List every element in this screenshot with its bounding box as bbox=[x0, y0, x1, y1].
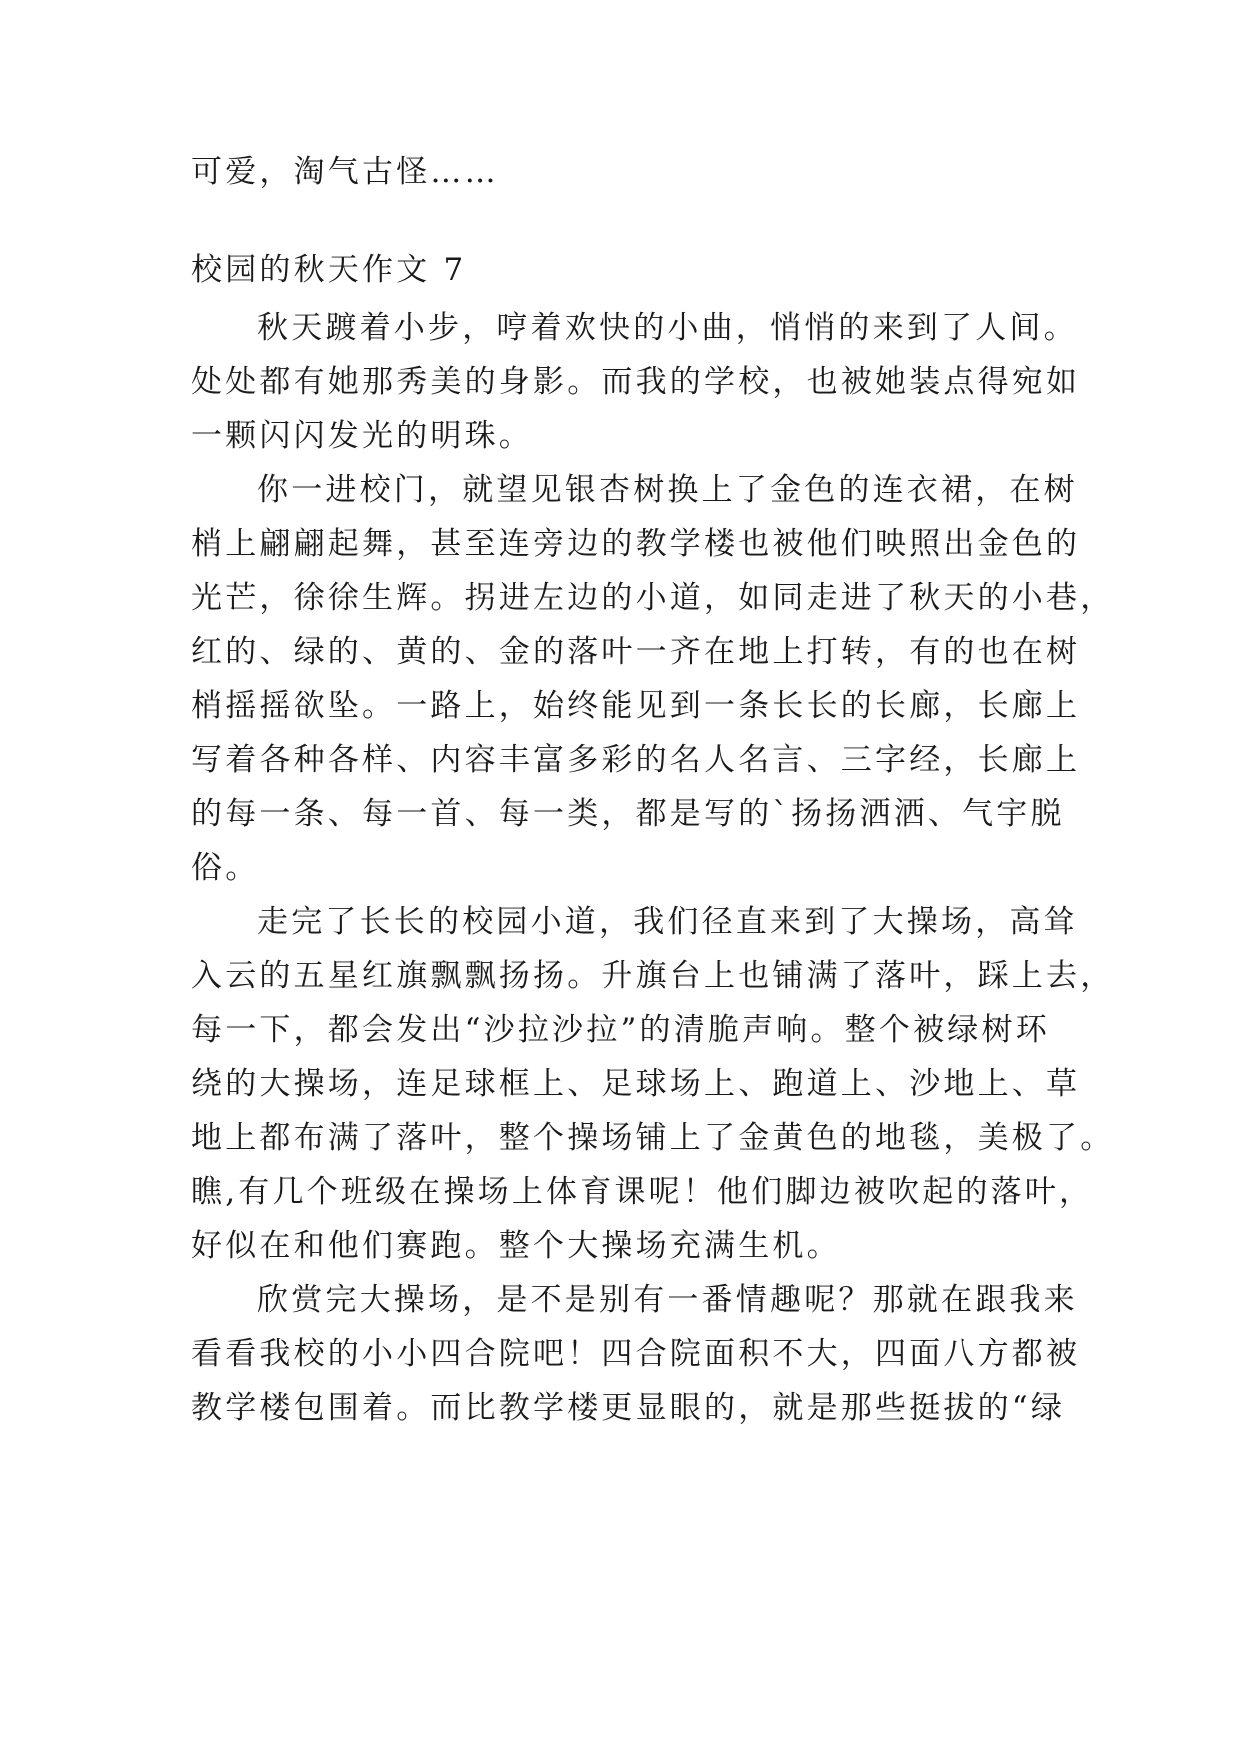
text-line: 看看我校的小小四合院吧！四合院面积不大，四面八方都被 bbox=[191, 1336, 1081, 1372]
text-line: 欣赏完大操场，是不是别有一番情趣呢？那就在跟我来 bbox=[257, 1282, 1078, 1318]
text-line: 处处都有她那秀美的身影。而我的学校，也被她装点得宛如 bbox=[191, 364, 1081, 400]
text-line: 好似在和他们赛跑。整个大操场充满生机。 bbox=[191, 1228, 841, 1264]
text-line: 俗。 bbox=[191, 850, 260, 886]
text-line: 你一进校门，就望见银杏树换上了金色的连衣裙，在树 bbox=[257, 472, 1078, 508]
text-line: 一颗闪闪发光的明珠。 bbox=[191, 418, 533, 454]
text-line: 地上都布满了落叶，整个操场铺上了金黄色的地毯，美极了。 bbox=[191, 1120, 1115, 1156]
text-line: 光芒，徐徐生辉。拐进左边的小道，如同走进了秋天的小巷， bbox=[191, 580, 1115, 616]
text-line: 红的、绿的、黄的、金的落叶一齐在地上打转，有的也在树 bbox=[191, 634, 1081, 670]
text-line: 秋天踱着小步，哼着欢快的小曲，悄悄的来到了人间。 bbox=[257, 310, 1078, 346]
text-line: 瞧,有几个班级在操场上体育课呢！他们脚边被吹起的落叶， bbox=[191, 1174, 1094, 1210]
text-line: 梢摇摇欲坠。一路上，始终能见到一条长长的长廊，长廊上 bbox=[191, 688, 1081, 724]
text-line: 可爱，淘气古怪…… bbox=[191, 154, 499, 190]
text-line: 的每一条、每一首、每一类，都是写的`扬扬洒洒、气宇脱 bbox=[191, 796, 1065, 832]
text-line: 走完了长长的校园小道，我们径直来到了大操场，高耸 bbox=[257, 904, 1078, 940]
text-line: 梢上翩翩起舞，甚至连旁边的教学楼也被他们映照出金色的 bbox=[191, 526, 1081, 562]
section-heading: 校园的秋天作文 7 bbox=[191, 252, 467, 288]
text-line: 写着各种各样、内容丰富多彩的名人名言、三字经，长廊上 bbox=[191, 742, 1081, 778]
text-line: 入云的五星红旗飘飘扬扬。升旗台上也铺满了落叶，踩上去， bbox=[191, 958, 1115, 994]
text-line: 绕的大操场，连足球框上、足球场上、跑道上、沙地上、草 bbox=[191, 1066, 1081, 1102]
text-line: 每一下，都会发出“沙拉沙拉”的清脆声响。整个被绿树环 bbox=[191, 1012, 1050, 1048]
text-line: 教学楼包围着。而比教学楼更显眼的，就是那些挺拔的“绿 bbox=[191, 1390, 1066, 1426]
